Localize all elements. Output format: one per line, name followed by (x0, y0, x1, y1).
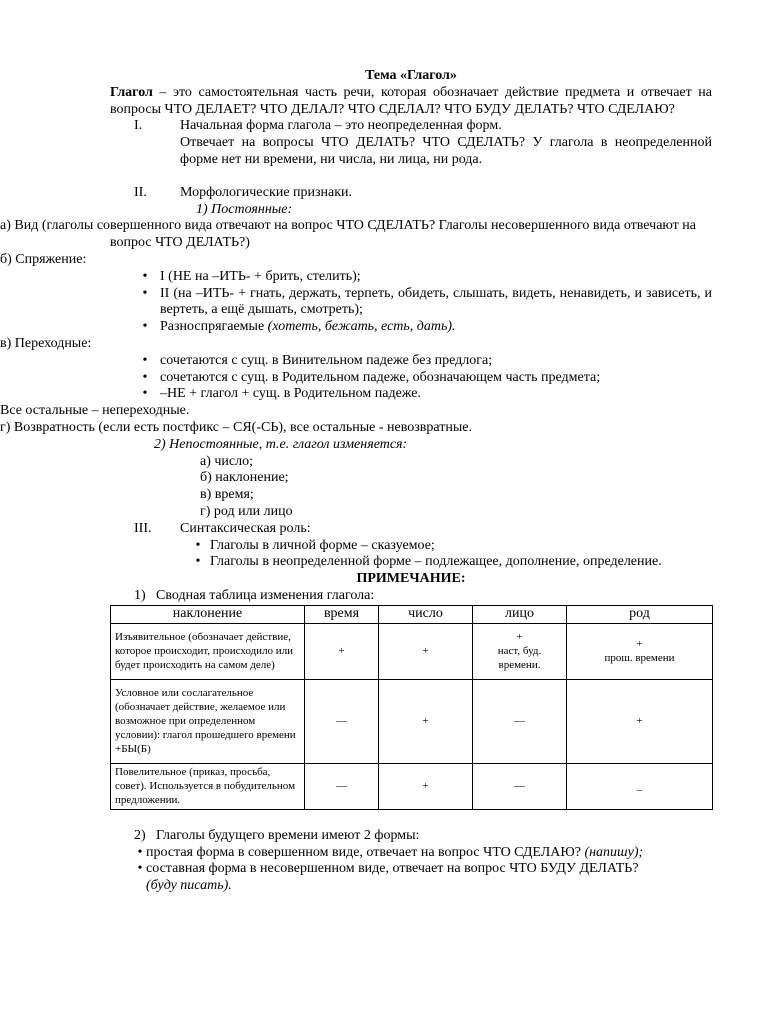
section-1-line-2: Отвечает на вопросы ЧТО ДЕЛАТЬ? ЧТО СДЕЛАТЬ? У глагола в неопределенной форме нет ни времени, ни числа, ни лица, ни рода. (180, 135, 712, 167)
transitivity-list (130, 353, 712, 403)
list-item: б) наклонение; (200, 470, 289, 486)
list-item: • составная форма в несовершенном виде, отвечает на вопрос ЧТО БУДУ ДЕЛАТЬ? (137, 861, 639, 877)
list-item: • сочетаются с сущ. в Винительном падеже без предлога; (142, 352, 493, 368)
table-header-cell: время (305, 605, 379, 623)
table-cell: — (305, 763, 379, 809)
list-item: • –НЕ + глагол + сущ. в Родительном падеже. (142, 386, 421, 402)
table-row (111, 763, 713, 809)
section-3-number: III. (134, 520, 152, 536)
variable-features-heading: 2) Непостоянные, т.е. глагол изменяется: (154, 436, 408, 452)
table-row (111, 679, 713, 763)
list-item: • Глаголы в неопределенной форме – подлежащее, дополнение, определение. (195, 554, 662, 570)
section-3 (110, 521, 712, 538)
section-2-heading: Морфологические признаки. (180, 184, 353, 200)
table-header-cell: лицо (473, 605, 567, 623)
section-2 (110, 185, 712, 219)
variable-features-list (200, 454, 712, 521)
section-1 (110, 118, 712, 168)
table-header-cell: род (567, 605, 713, 623)
list-item: • Разноспрягаемые (хотеть, бежать, есть, дать). (142, 319, 456, 335)
list-item: • сочетаются с сущ. в Родительном падеже, обозначающем часть предмета; (142, 369, 601, 385)
list-item: а) число; (200, 453, 253, 469)
document-page (0, 68, 712, 895)
list-item: • простая форма в совершенном виде, отвечает на вопрос ЧТО СДЕЛАЮ? (напишу); (137, 844, 644, 860)
section-3-heading: Синтаксическая роль: (180, 520, 311, 536)
syntax-role-list (186, 538, 712, 572)
table-header-cell: наклонение (111, 605, 305, 623)
intro-paragraph (110, 85, 712, 119)
feature-transitivity: в) Переходные: (0, 335, 92, 351)
list-item: • Глаголы в личной форме – сказуемое; (195, 537, 435, 553)
conjugation-list (130, 269, 712, 336)
table-cell: + (379, 623, 473, 679)
feature-reflexivity: г) Возвратность (если есть постфикс – СЯ(-СЬ), все остальные - невозвратные. (0, 419, 472, 435)
table-cell: + (379, 679, 473, 763)
table-cell: + прош. времени (567, 623, 713, 679)
table-cell: Условное или сослагательное (обозначает действие, желаемое или возможное при определенном условии): глагол прошедшего времени +БЫ(Б) (111, 679, 305, 763)
list-item: г) род или лицо (200, 503, 293, 519)
section-1-line-1: Начальная форма глагола – это неопределенная форм. (180, 118, 502, 134)
table-cell: + (379, 763, 473, 809)
table-cell: — (305, 679, 379, 763)
section-2-body (0, 218, 712, 252)
feature-aspect: а) Вид (глаголы совершенного вида отвечают на вопрос ЧТО СДЕЛАТЬ? Глаголы несовершенного вида отвечают на вопрос ЧТО ДЕЛАТЬ?) (0, 218, 697, 251)
table-cell: + наст, буд. времени. (473, 623, 567, 679)
verb-summary-table (110, 605, 713, 810)
table-cell: — (473, 679, 567, 763)
table-row (111, 623, 713, 679)
note-item-1: 1) Сводная таблица изменения глагола: (134, 587, 375, 603)
intro-text: – это самостоятельная часть речи, которая обозначает действие предмета и отвечает на вопросы ЧТО ДЕЛАЕТ? ЧТО ДЕЛАЛ? ЧТО СДЕЛАЛ? ЧТО БУДУ ДЕЛАТЬ? ЧТО СДЕЛАЮ? (110, 84, 712, 117)
constant-features-heading: 1) Постоянные: (196, 201, 293, 217)
note-item-2: 2) Глаголы будущего времени имеют 2 формы: (134, 827, 420, 843)
intro-term: Глагол (110, 84, 153, 100)
page-title: Тема «Глагол» (365, 68, 457, 83)
table-cell: _ (567, 763, 713, 809)
intransitive-note: Все остальные – непереходные. (0, 403, 190, 419)
table-header-cell: число (379, 605, 473, 623)
list-item: • II (на –ИТЬ- + гнать, держать, терпеть, обидеть, слышать, видеть, ненавидеть, и зависеть, и вертеть, а ещё дышать, смотреть); (142, 285, 712, 318)
list-item: • I (НЕ на –ИТЬ- + брить, стелить); (142, 268, 361, 284)
section-2-number: II. (134, 184, 147, 200)
table-cell: + (567, 679, 713, 763)
feature-conjugation: б) Спряжение: (0, 251, 87, 267)
note-heading: ПРИМЕЧАНИЕ: (356, 571, 466, 587)
table-cell: + (305, 623, 379, 679)
table-cell: — (473, 763, 567, 809)
table-cell: Изъявительное (обозначает действие, которое происходит, происходило или будет происходить на самом деле) (111, 623, 305, 679)
section-1-number: I. (134, 118, 143, 134)
future-forms-list (134, 845, 712, 895)
table-header-row (111, 605, 713, 623)
table-cell: Повелительное (приказ, просьба, совет). Используется в побудительном предложении. (111, 763, 305, 809)
list-item: в) время; (200, 487, 254, 503)
future-forms-example: (буду писать). (146, 878, 232, 894)
